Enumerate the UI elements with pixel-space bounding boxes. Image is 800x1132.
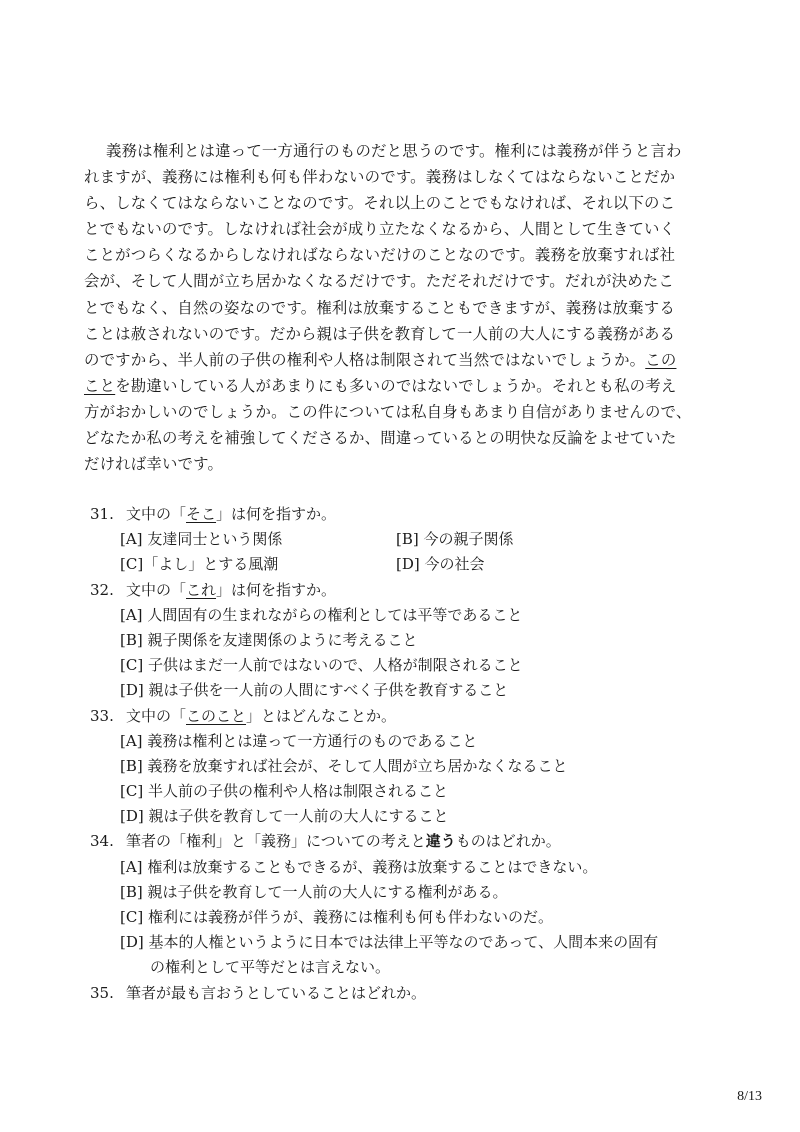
option-label: [B] [120, 882, 143, 901]
stem-text: 」とはどんなことか。 [246, 706, 397, 725]
option-31-c[interactable] [120, 552, 396, 577]
option-text: 子供はまだ一人前ではないので、人格が制限されること [147, 656, 523, 675]
option-text: 親子関係を友達関係のように考えること [147, 630, 418, 649]
option-32-d[interactable] [90, 678, 710, 703]
passage-line: れますが、義務には権利も何も伴わないのです。義務はしなくてはならないことだか [84, 168, 676, 187]
option-label: [A] [120, 605, 143, 624]
passage-line: とでもなく、自然の姿なのです。権利は放棄することもできますが、義務は放棄する [84, 298, 675, 317]
option-33-c[interactable] [90, 779, 710, 804]
option-32-c[interactable] [90, 653, 710, 678]
option-label: [B] [120, 630, 143, 649]
option-text: 半人前の子供の権利や人格は制限されること [147, 782, 448, 801]
option-text: 権利には義務が伴うが、義務には権利も何も伴わないのだ。 [147, 908, 553, 926]
passage-line: 義務は権利とは違って一方通行のものだと思うのです。権利には義務が伴うと言わ [106, 142, 682, 160]
stem-text: 」は何を指すか。 [216, 580, 337, 599]
passage-line: 方がおかしいのでしょうか。この件については私自身もあまり自信がありませんので、 [84, 402, 692, 421]
option-34-d[interactable] [90, 930, 710, 955]
option-label: [D] [120, 807, 144, 826]
underlined-target: これ [186, 580, 217, 599]
underlined-target: そこ [186, 505, 217, 523]
option-31-b[interactable] [396, 527, 514, 552]
stem-text: 文中の「 [126, 580, 187, 599]
question-33-stem [90, 704, 710, 729]
passage-line: ことがつらくなるからしなければならないだけのことなのです。義務を放棄すれば社 [84, 246, 676, 265]
option-text: 権利は放棄することもできるが、義務は放棄することはできない。 [147, 857, 598, 876]
question-number: 32. [90, 580, 114, 599]
option-32-a[interactable] [90, 603, 710, 628]
option-34-c[interactable] [90, 905, 710, 930]
option-label: [C] [120, 782, 144, 801]
option-text: 今の親子関係 [423, 530, 514, 549]
passage-line: 会が、そして人間が立ち居かなくなるだけです。ただそれだけです。だれが決めたこ [84, 272, 674, 291]
option-32-b[interactable] [90, 628, 710, 653]
option-label: [D] [120, 933, 144, 952]
option-label: [C] [120, 908, 144, 926]
underlined-phrase: この [645, 350, 677, 369]
option-31-d[interactable] [396, 552, 485, 577]
passage-line: ら、しなくてはならないことなのです。それ以上のことでもなければ、それ以下のこ [84, 194, 676, 213]
passage-line: とでもないのです。しなければ社会が成り立たなくなるから、人間として生きていく [84, 220, 676, 239]
question-31-stem [90, 502, 710, 527]
question-number: 34. [90, 832, 114, 851]
option-label: [A] [120, 731, 143, 750]
question-number: 35. [90, 983, 114, 1002]
option-text: 今の社会 [424, 555, 485, 574]
reading-passage [84, 138, 696, 477]
options-row [90, 552, 710, 577]
question-number: 33. [90, 706, 114, 725]
passage-line [84, 347, 696, 373]
stem-text: 文中の「 [126, 706, 187, 725]
passage-line: だければ幸いです。 [84, 455, 224, 474]
option-text: 親は子供を一人前の人間にすべく子供を教育すること [148, 681, 509, 700]
passage-line: どなたか私の考えを補強してくださるか、間違っているとの明快な反論をよせていた [84, 429, 677, 448]
stem-text: ものはどれか。 [455, 832, 561, 851]
option-text: 親は子供を教育して一人前の大人にする権利がある。 [147, 882, 508, 901]
page-number: 8/13 [737, 1089, 762, 1104]
option-label: [A] [120, 857, 143, 876]
option-text: 人間固有の生まれながらの権利としては平等であること [147, 605, 523, 624]
option-label: [C] [120, 555, 144, 574]
stem-text: 筆者の「権利」と「義務」についての考えと [126, 832, 426, 851]
option-text: 義務を放棄すれば社会が、そして人間が立ち居かなくなること [147, 756, 568, 775]
option-text: 友達同士という関係 [147, 530, 283, 549]
option-text: 義務は権利とは違って一方通行のものであること [147, 731, 478, 750]
passage-text: のですから、半人前の子供の権利や人格は制限されて当然ではないでしょうか。 [84, 350, 646, 369]
option-text: 「よし」とする風潮 [143, 555, 279, 574]
passage-text: を勘違いしている人があまりにも多いのではないでしょうか。それとも私の考え [115, 376, 677, 395]
question-list [90, 502, 710, 1006]
question-number: 31. [90, 505, 114, 523]
option-label: [B] [120, 756, 143, 775]
question-34-stem [90, 829, 710, 854]
option-33-d[interactable] [90, 804, 710, 829]
passage-line [84, 373, 696, 399]
question-35-stem [90, 981, 710, 1006]
option-label: [D] [120, 681, 144, 700]
option-34-a[interactable] [90, 855, 710, 880]
options-row [90, 527, 710, 552]
emphasized-word: 違う [425, 832, 456, 851]
option-text: 基本的人権というように日本では法律上平等なのであって、人間本来の固有 [148, 933, 659, 952]
option-label: [B] [396, 530, 419, 549]
question-32-stem [90, 578, 710, 603]
option-33-a[interactable] [90, 729, 710, 754]
stem-text: 筆者が最も言おうとしていることはどれか。 [126, 983, 427, 1002]
option-31-a[interactable] [120, 527, 396, 552]
option-label: [D] [396, 555, 420, 574]
option-33-b[interactable] [90, 754, 710, 779]
option-label: [A] [120, 530, 143, 549]
stem-text: 文中の「 [126, 505, 187, 523]
underlined-phrase: こと [84, 376, 116, 395]
option-34-d-continuation: の権利として平等だとは言えない。 [150, 958, 391, 977]
passage-line: ことは赦されないのです。だから親は子供を教育して一人前の大人にする義務がある [84, 324, 676, 343]
stem-text: 」は何を指すか。 [216, 505, 337, 523]
option-label: [C] [120, 656, 144, 675]
option-34-b[interactable] [90, 880, 710, 905]
option-text: 親は子供を教育して一人前の大人にすること [148, 807, 449, 826]
underlined-target: このこと [186, 706, 247, 725]
